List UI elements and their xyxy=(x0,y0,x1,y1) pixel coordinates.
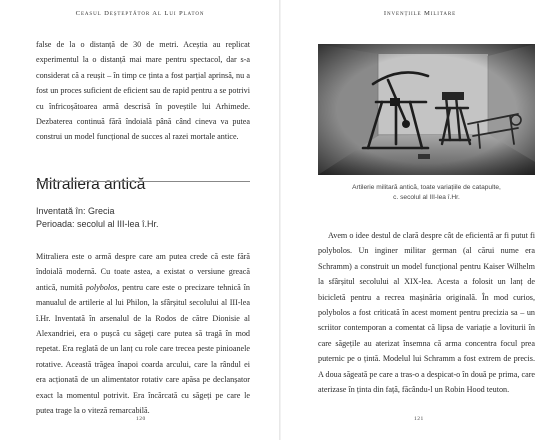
invention-meta xyxy=(36,205,159,231)
section-title: Mitraliera antică xyxy=(36,176,146,193)
body-text-start: Mitraliera este o armă despre care am putea crede că este fără îndoială modernă. Cu toate astea, a existat o versiune greacă antică, numită xyxy=(36,252,250,292)
running-head-left: Ceasul Deșteptător Al Lui Platon xyxy=(75,10,205,17)
right-body-paragraph: Avem o idee destul de clară despre cât de eficientă ar fi putut fi polybolos. Un inginer militar german (al cărui nume era Schramm) a construit un model funcțional pentru Kaiser Wilhelm la sfârșitul secolului al XIX-lea. Acesta a folosit un lanț de bicicletă pentru a recrea mașinăria originală. În mod curios, polybolos a fost criticată în acest moment pentru precizia sa – un scriitor contemporan a comentat că lipsa de variație a loviturii în care săgețile au aterizat însemna că arma concentra focul prea puternic pe o țintă. Modelul lui Schramm a fost extrem de precis. A doua săgeată pe care a tras-o a despicat-o în două pe prima, care aterizase în ținta din față, făcându-l un Robin Hood teuton. xyxy=(318,231,535,395)
caption-line-1: Artilerie militară antică, toate variațiile de catapulte, xyxy=(352,184,501,191)
caption-line-2: c. secolul al III-lea î.Hr. xyxy=(393,193,460,201)
body-text-end: , pentru care este o precizare tehnică în manualul de artilerie al lui Philon, la sfârșitul secolului al III-lea î.Hr. Inventată în arsenalul de la Rodos de către Dionisie al Alexandriei, era o pușcă cu săgeți care putea să tragă în mod repetat. Era reglată de un lanț cu role care trecea peste pinioanele rotative. Această trăgea înapoi coarda arcului, care la rândul ei era acționată de un alimentator rotativ care apăsa pe declanșator exact la momentul potrivit. Era încărcată cu săgeți pe care le putea trage la o viteză remarcabilă. xyxy=(36,282,250,416)
invented-in-label: Inventată în: Grecia xyxy=(36,206,115,216)
photo-caption xyxy=(318,183,535,202)
page-number-right: 121 xyxy=(414,416,424,422)
period-label: Perioada: secolul al III-lea î.Hr. xyxy=(36,219,159,229)
left-body-paragraph xyxy=(36,249,250,418)
page-number-left: 120 xyxy=(136,416,146,422)
right-page xyxy=(280,0,560,440)
body-term-italic: polybolos xyxy=(85,282,118,292)
running-head-right: Invențiile Militare xyxy=(383,10,457,17)
catapult-photo-image xyxy=(318,44,535,175)
left-top-paragraph: false de la o distanță de 30 de metri. Aceștia au replicat experimentul la o distanță mai mare pentru spectacol, dar s-a considerat că a reușit – în timp ce ținta a fost parțial aprinsă, nu a fost un proces suficient de eficient sau de rapid pentru a se potrivi cu înfricoșătoarea armă descrisă în poveștile lui Arhimede. Dezbaterea continuă fără îndoială până când cineva va putea construi un model funcțional de succes al razei mortale antice. xyxy=(36,40,250,142)
section-divider xyxy=(36,181,250,182)
catapult-photo xyxy=(318,44,535,175)
